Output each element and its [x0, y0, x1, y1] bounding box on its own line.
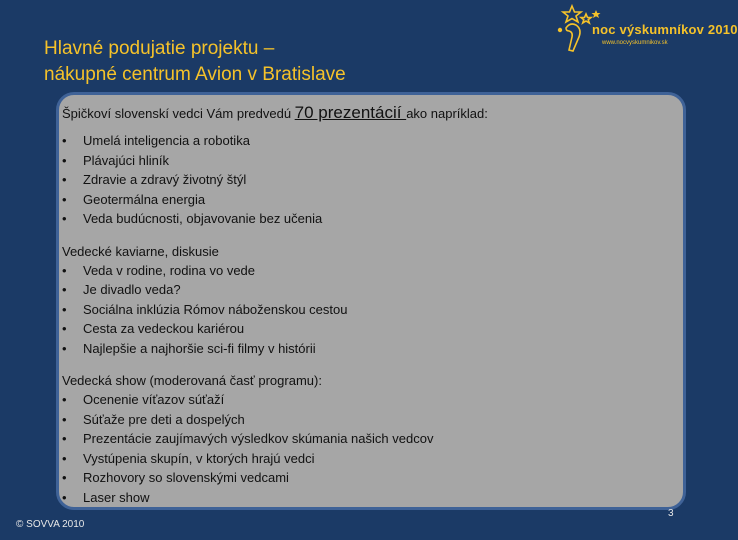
list-item: • Súťaže pre deti a dospelých: [62, 410, 672, 430]
intro-highlight: 70 prezentácií: [294, 103, 407, 122]
bullet-icon: •: [62, 172, 67, 187]
list-item: • Plávajúci hliník: [62, 151, 672, 171]
bullet-icon: •: [62, 470, 67, 485]
intro-line: [62, 104, 672, 123]
bullet-icon: •: [62, 152, 67, 168]
bullet-icon: •: [62, 211, 67, 226]
section-heading-show: Vedecká show (moderovaná časť programu):: [62, 373, 322, 388]
bullet-icon: •: [62, 321, 67, 336]
show-list: [62, 390, 672, 507]
presentations-list: [62, 131, 672, 229]
noc-vyskumnikov-logo: [552, 2, 738, 64]
bullet-icon: •: [62, 301, 67, 317]
bullet-icon: •: [62, 489, 67, 505]
page-number: 3: [668, 508, 674, 519]
bullet-icon: •: [62, 340, 67, 356]
logo-text: noc výskumníkov 2010: [592, 22, 738, 37]
list-item: • Cesta za vedeckou kariérou: [62, 319, 672, 339]
list-item: • Najlepšie a najhoršie sci-fi filmy v histórii: [62, 339, 672, 359]
list-item: • Veda v rodine, rodina vo vede: [62, 261, 672, 281]
logo-url: www.nocvyskumnikov.sk: [602, 40, 668, 46]
list-item: • Sociálna inklúzia Rómov náboženskou cestou: [62, 300, 672, 320]
bullet-icon: •: [62, 411, 67, 427]
bullet-icon: •: [62, 431, 67, 446]
bullet-icon: •: [62, 133, 67, 148]
copyright: © SOVVA 2010: [16, 519, 85, 530]
list-item: • Zdravie a zdravý životný štýl: [62, 170, 672, 190]
bullet-icon: •: [62, 191, 67, 207]
title-line-1: Hlavné podujatie projektu –: [44, 38, 275, 59]
list-item: • Umelá inteligencia a robotika: [62, 131, 672, 151]
bullet-icon: •: [62, 392, 67, 407]
title-line-2: nákupné centrum Avion v Bratislave: [44, 64, 346, 85]
list-item: • Geotermálna energia: [62, 190, 672, 210]
slide-title: [44, 36, 504, 88]
list-item: • Veda budúcnosti, objavovanie bez učenia: [62, 209, 672, 229]
section-heading-cafes: Vedecké kaviarne, diskusie: [62, 243, 219, 259]
bullet-icon: •: [62, 450, 67, 466]
content: [62, 104, 672, 520]
list-item: • Laser show: [62, 488, 672, 508]
bullet-icon: •: [62, 262, 67, 278]
intro-after: ako napríklad:: [406, 106, 488, 121]
bullet-icon: •: [62, 282, 67, 297]
list-item: • Je divadlo veda?: [62, 280, 672, 300]
list-item: • Prezentácie zaujímavých výsledkov skúmania našich vedcov: [62, 429, 672, 449]
list-item: • Rozhovory so slovenskými vedcami: [62, 468, 672, 488]
cafes-list: [62, 261, 672, 359]
intro-before: Špičkoví slovenskí vedci Vám predvedú: [62, 106, 295, 121]
list-item: • Vystúpenia skupín, v ktorých hrajú vedci: [62, 449, 672, 469]
list-item: • Ocenenie víťazov súťaží: [62, 390, 672, 410]
